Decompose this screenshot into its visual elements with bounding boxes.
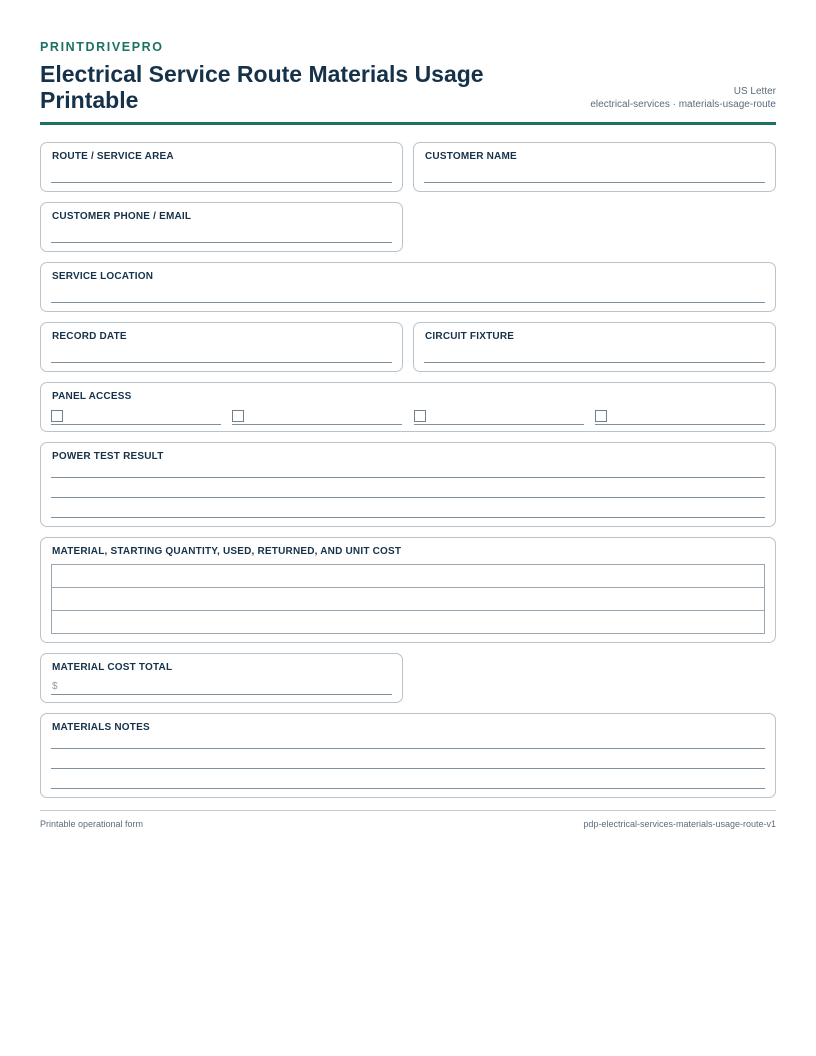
panel-access-option-3 (414, 409, 584, 425)
power-test-result-line-3[interactable] (51, 517, 765, 518)
materials-table-label: MATERIAL, STARTING QUANTITY, USED, RETURNED, AND UNIT COST (52, 546, 402, 557)
panel-access-label: PANEL ACCESS (52, 391, 132, 402)
table-row (52, 565, 765, 588)
record-date-label: RECORD DATE (52, 331, 127, 342)
customer-phone-email-field (40, 202, 403, 252)
page-meta (590, 85, 776, 111)
circuit-fixture-field (413, 322, 776, 372)
service-location-input-line[interactable] (51, 302, 765, 303)
power-test-result-field (40, 442, 776, 527)
customer-phone-email-input-line[interactable] (51, 242, 392, 243)
form-path: electrical-services · materials-usage-route (590, 99, 776, 110)
route-service-area-input-line[interactable] (51, 182, 392, 183)
table-cell[interactable] (52, 611, 765, 634)
circuit-fixture-label: CIRCUIT FIXTURE (425, 331, 515, 342)
table-cell[interactable] (52, 588, 765, 611)
customer-name-input-line[interactable] (424, 182, 765, 183)
panel-access-checkbox-3[interactable] (414, 410, 426, 422)
customer-name-field (413, 142, 776, 192)
service-location-field (40, 262, 776, 312)
panel-access-option-2 (232, 409, 402, 425)
paper-size: US Letter (733, 86, 776, 97)
panel-access-checkbox-4[interactable] (595, 410, 607, 422)
material-cost-total-field (40, 653, 403, 703)
route-service-area-label: ROUTE / SERVICE AREA (52, 151, 174, 162)
record-date-input-line[interactable] (51, 362, 392, 363)
material-cost-total-label: MATERIAL COST TOTAL (52, 662, 173, 673)
panel-access-option-4 (595, 409, 765, 425)
materials-notes-line-1[interactable] (51, 748, 765, 749)
materials-table-field (40, 537, 776, 643)
materials-notes-field (40, 713, 776, 798)
materials-notes-line-2[interactable] (51, 768, 765, 769)
currency-symbol: $ (52, 681, 58, 692)
circuit-fixture-input-line[interactable] (424, 362, 765, 363)
footer-caption: Printable operational form (40, 819, 144, 829)
brand-name: PRINTDRIVEPRO (40, 40, 164, 54)
service-location-label: SERVICE LOCATION (52, 271, 154, 282)
power-test-result-line-1[interactable] (51, 477, 765, 478)
materials-notes-label: MATERIALS NOTES (52, 722, 150, 733)
page-header (40, 55, 776, 125)
page-footer (40, 810, 776, 834)
panel-access-field (40, 382, 776, 432)
table-row (52, 588, 765, 611)
table-cell[interactable] (52, 565, 765, 588)
materials-table (51, 564, 765, 634)
panel-access-option-1 (51, 409, 221, 425)
panel-access-checkbox-1[interactable] (51, 410, 63, 422)
power-test-result-line-2[interactable] (51, 497, 765, 498)
customer-name-label: CUSTOMER NAME (425, 151, 517, 162)
page-title: Electrical Service Route Materials Usage Printable (40, 61, 484, 113)
customer-phone-email-label: CUSTOMER PHONE / EMAIL (52, 211, 192, 222)
route-service-area-field (40, 142, 403, 192)
table-row (52, 611, 765, 634)
footer-form-id: pdp-electrical-services-materials-usage-route-v1 (583, 819, 776, 829)
form-page (40, 40, 776, 829)
power-test-result-label: POWER TEST RESULT (52, 451, 164, 462)
panel-access-checkbox-2[interactable] (232, 410, 244, 422)
record-date-field (40, 322, 403, 372)
material-cost-total-input-line[interactable] (51, 694, 392, 695)
materials-notes-line-3[interactable] (51, 788, 765, 789)
